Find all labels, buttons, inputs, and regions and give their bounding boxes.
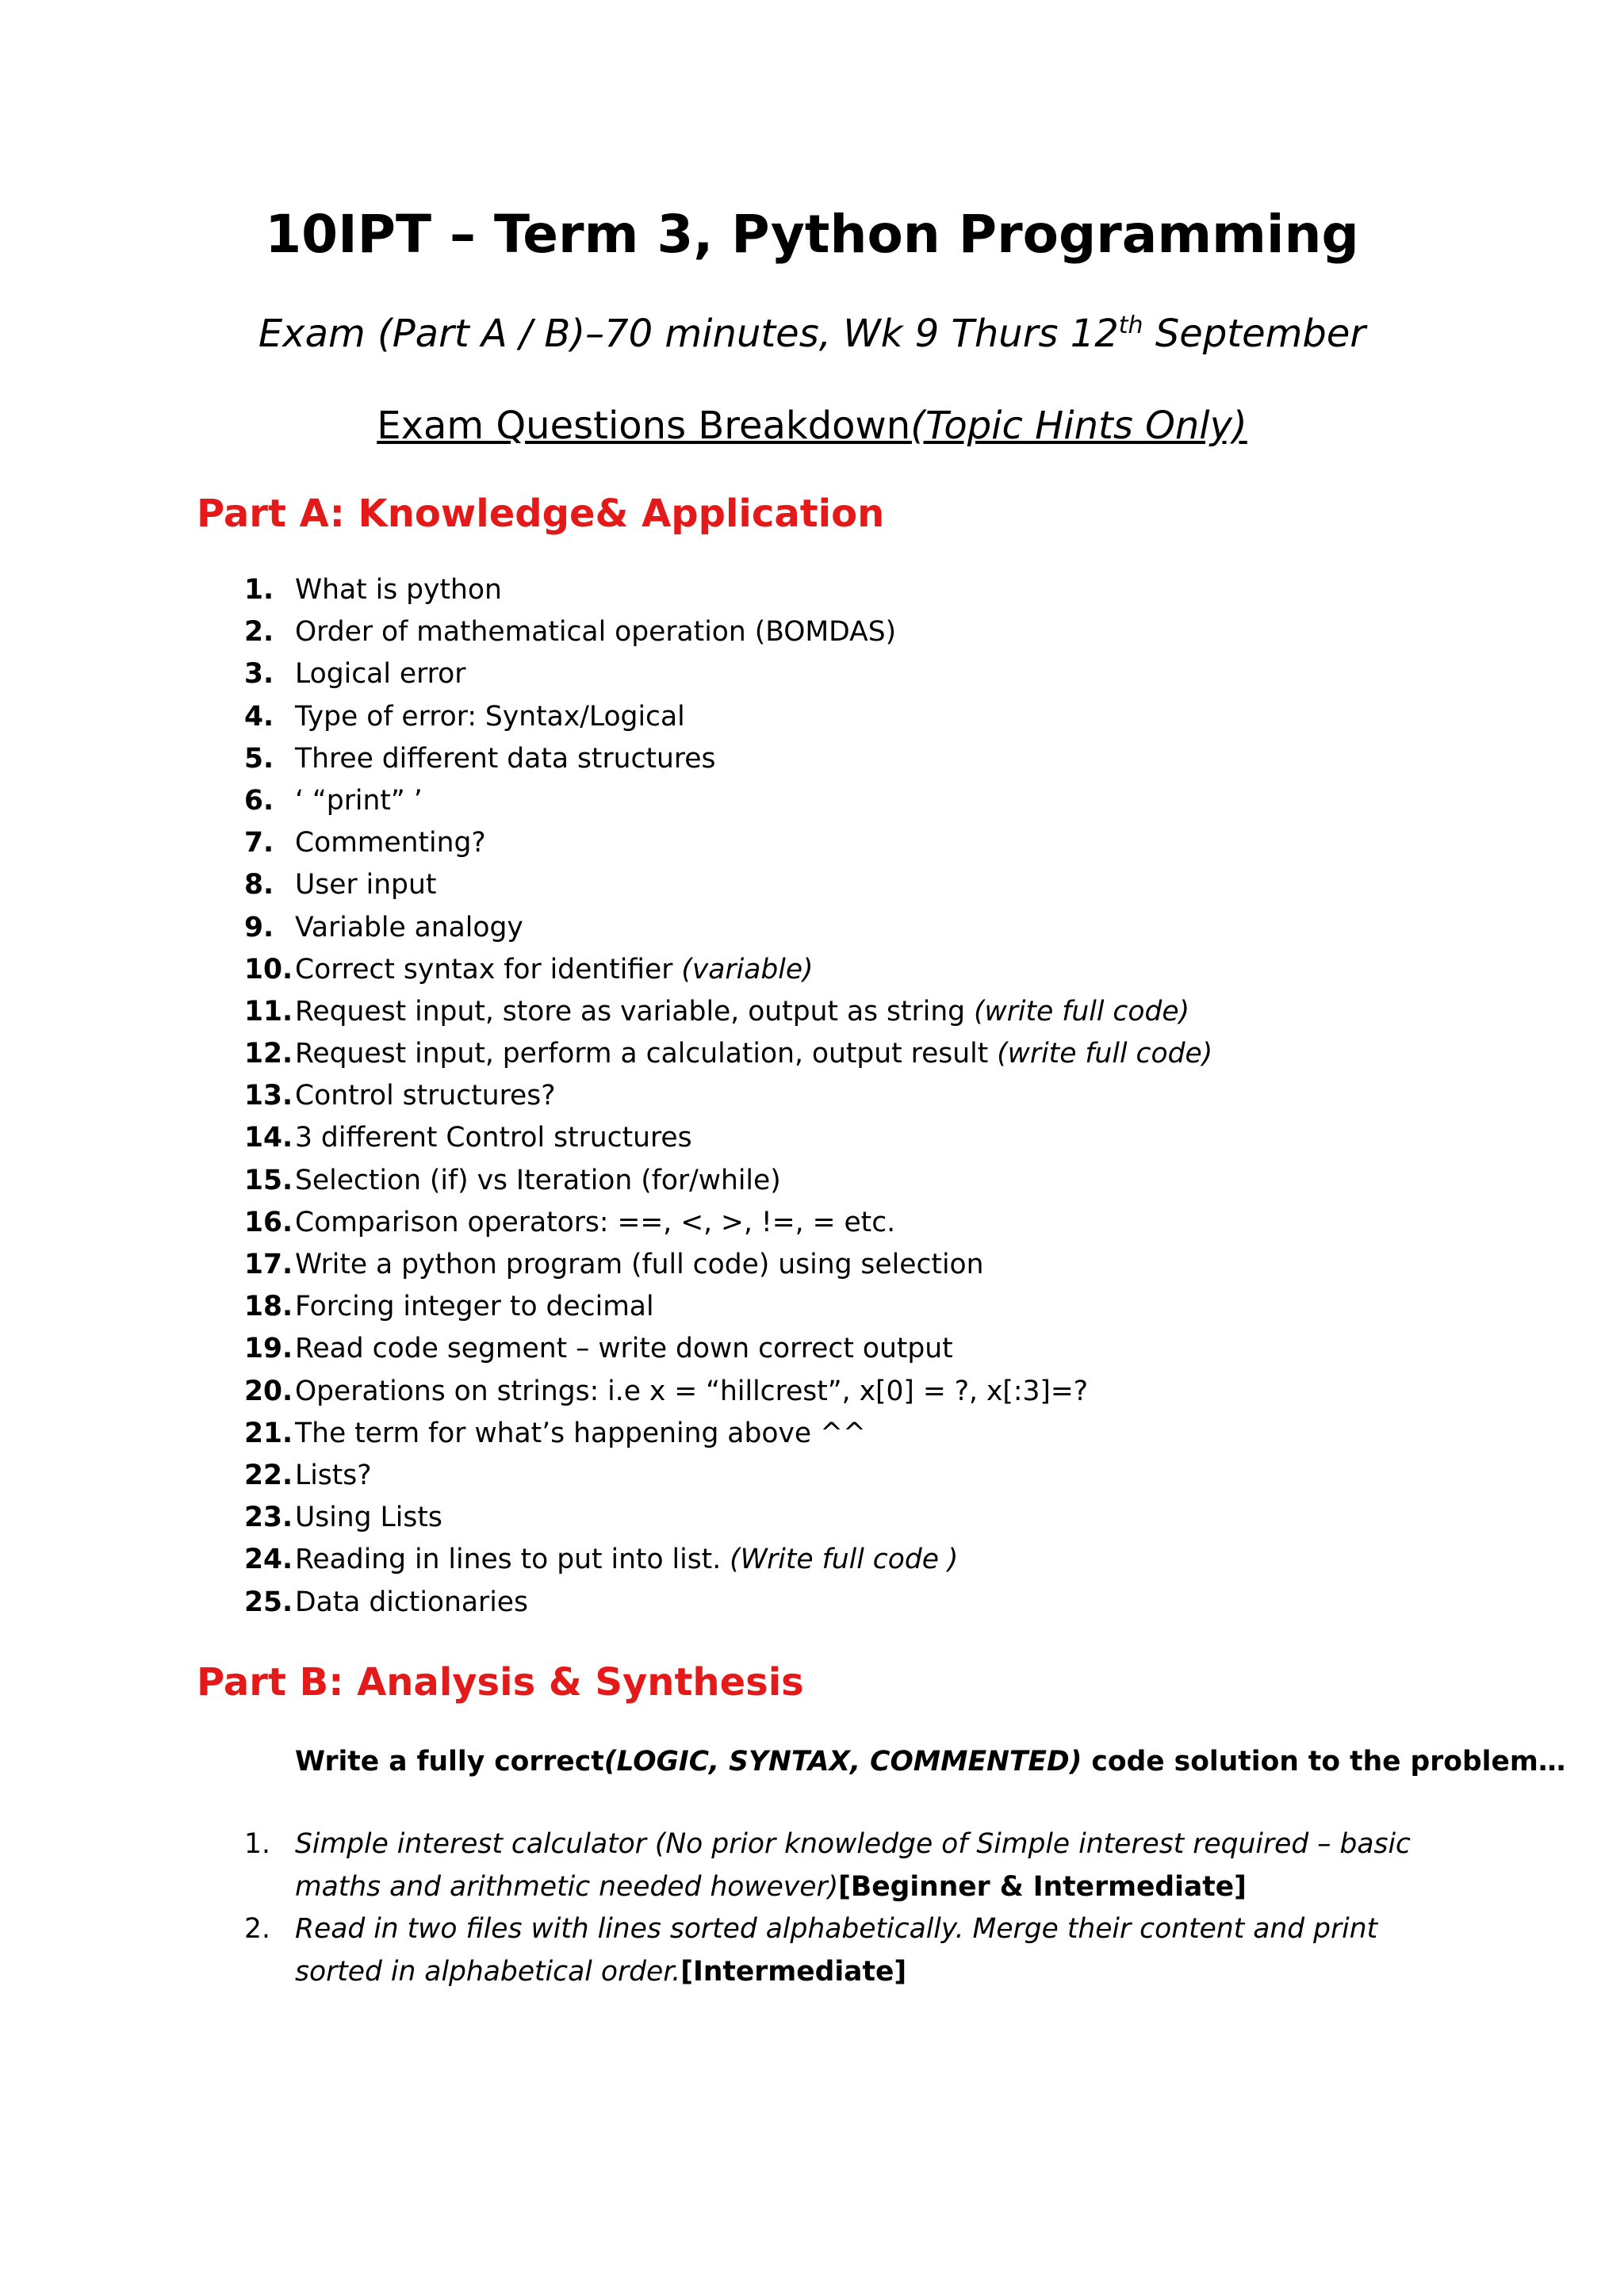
question-main-text: Three different data structures bbox=[295, 742, 716, 775]
question-main-text: Using Lists bbox=[295, 1502, 442, 1534]
question-main-text: Comparison operators: ==, <, >, !=, = etc. bbox=[295, 1206, 896, 1238]
question-text bbox=[295, 1328, 953, 1370]
question-text bbox=[295, 1582, 528, 1624]
problem-level: [Intermediate] bbox=[680, 1955, 907, 1988]
part-b-instruction bbox=[295, 1741, 1565, 1783]
question-item bbox=[0, 949, 1624, 991]
part-a-heading: Part A: Knowledge& Application bbox=[197, 492, 885, 536]
problem-level: [Beginner & Intermediate] bbox=[838, 1870, 1247, 1903]
question-number: 14. bbox=[244, 1122, 293, 1154]
question-number: 7. bbox=[244, 827, 274, 859]
subtitle-end: September bbox=[1143, 312, 1366, 356]
question-main-text: Selection (if) vs Iteration (for/while) bbox=[295, 1164, 781, 1196]
question-item bbox=[0, 1286, 1624, 1328]
question-text bbox=[295, 1286, 654, 1328]
breakdown-heading bbox=[0, 398, 1624, 453]
question-main-text: What is python bbox=[295, 574, 502, 606]
question-main-text: Correct syntax for identifier bbox=[295, 953, 682, 985]
instruction-post: code solution to the problem… bbox=[1082, 1746, 1566, 1777]
question-main-text: Commenting? bbox=[295, 827, 486, 859]
question-text bbox=[295, 780, 423, 822]
problem-text: Read in two files with lines sorted alphabetically. Merge their content and print sorted in alphabetical order. bbox=[295, 1913, 1378, 1988]
question-item bbox=[0, 696, 1624, 738]
question-main-text: 3 different Control structures bbox=[295, 1122, 692, 1154]
question-number: 16. bbox=[244, 1206, 293, 1238]
question-item bbox=[0, 1160, 1624, 1202]
question-number: 12. bbox=[244, 1038, 293, 1070]
question-number: 24. bbox=[244, 1544, 293, 1576]
question-item bbox=[0, 1033, 1624, 1075]
question-item bbox=[0, 1244, 1624, 1286]
question-main-text: Read code segment – write down correct output bbox=[295, 1333, 953, 1365]
question-number: 4. bbox=[244, 700, 274, 733]
question-main-text: Variable analogy bbox=[295, 911, 523, 943]
question-number: 15. bbox=[244, 1164, 293, 1196]
question-item bbox=[0, 991, 1624, 1033]
question-text bbox=[295, 1075, 556, 1117]
question-number: 1. bbox=[244, 574, 274, 606]
question-main-text: Request input, store as variable, output as string bbox=[295, 995, 975, 1027]
question-text bbox=[295, 1117, 692, 1159]
question-main-text: The term for what’s happening above ^^ bbox=[295, 1417, 866, 1449]
question-main-text: Operations on strings: i.e x = “hillcrest”, x[0] = ?, x[:3]=? bbox=[295, 1375, 1089, 1407]
question-main-text: User input bbox=[295, 869, 437, 901]
subtitle-main: Exam (Part A / B)–70 minutes, Wk 9 Thurs 12 bbox=[258, 312, 1119, 356]
question-item bbox=[0, 653, 1624, 695]
question-number: 22. bbox=[244, 1459, 293, 1491]
question-text bbox=[295, 1371, 1088, 1413]
question-main-text: Write a python program (full code) using selection bbox=[295, 1249, 984, 1280]
question-hint: (Write full code ) bbox=[730, 1544, 959, 1576]
question-number: 5. bbox=[244, 742, 274, 775]
question-item bbox=[0, 864, 1624, 906]
question-item bbox=[0, 1497, 1624, 1539]
question-hint: (write full code) bbox=[974, 995, 1190, 1027]
question-number: 25. bbox=[244, 1586, 293, 1618]
question-number: 23. bbox=[244, 1502, 293, 1534]
question-item bbox=[0, 611, 1624, 653]
question-number: 18. bbox=[244, 1291, 293, 1323]
problem-item bbox=[0, 1908, 1624, 1993]
question-item bbox=[0, 1075, 1624, 1117]
question-number: 11. bbox=[244, 995, 293, 1027]
question-item bbox=[0, 1117, 1624, 1159]
question-item bbox=[0, 1202, 1624, 1244]
question-item bbox=[0, 1371, 1624, 1413]
question-text bbox=[295, 1244, 984, 1286]
question-item bbox=[0, 1539, 1624, 1581]
question-number: 19. bbox=[244, 1333, 293, 1365]
subtitle-superscript: th bbox=[1118, 312, 1143, 339]
question-main-text: Lists? bbox=[295, 1459, 372, 1491]
question-item bbox=[0, 822, 1624, 864]
question-hint: (write full code) bbox=[997, 1038, 1213, 1070]
question-main-text: Control structures? bbox=[295, 1080, 556, 1112]
question-main-text: Order of mathematical operation (BOMDAS) bbox=[295, 616, 897, 649]
question-hint: (variable) bbox=[681, 953, 814, 985]
question-text bbox=[295, 696, 685, 738]
question-text bbox=[295, 569, 502, 611]
problem-body bbox=[295, 1908, 1437, 1993]
question-text bbox=[295, 1202, 895, 1244]
question-text bbox=[295, 949, 814, 991]
question-item bbox=[0, 1455, 1624, 1497]
question-text bbox=[295, 1497, 442, 1539]
question-text bbox=[295, 991, 1189, 1033]
question-text bbox=[295, 864, 436, 906]
question-number: 9. bbox=[244, 911, 274, 943]
part-b-heading: Part B: Analysis & Synthesis bbox=[197, 1660, 804, 1705]
question-number: 13. bbox=[244, 1080, 293, 1112]
instruction-italic: (LOGIC, SYNTAX, COMMENTED) bbox=[603, 1746, 1082, 1777]
problem-item bbox=[0, 1823, 1624, 1908]
question-text bbox=[295, 907, 523, 949]
question-number: 21. bbox=[244, 1417, 293, 1449]
question-text bbox=[295, 653, 465, 695]
question-text bbox=[295, 1539, 958, 1581]
question-text bbox=[295, 822, 486, 864]
question-number: 8. bbox=[244, 869, 274, 901]
question-text bbox=[295, 1033, 1212, 1075]
question-item bbox=[0, 780, 1624, 822]
problem-text: Simple interest calculator (No prior knowledge of Simple interest required – basic maths and arithmetic needed however) bbox=[295, 1828, 1411, 1903]
problem-number: 2. bbox=[244, 1913, 270, 1945]
part-b-problem-list bbox=[0, 1823, 1624, 1993]
problem-number: 1. bbox=[244, 1828, 270, 1860]
exam-subtitle bbox=[0, 306, 1624, 362]
question-text bbox=[295, 738, 716, 780]
question-number: 17. bbox=[244, 1249, 293, 1280]
question-item bbox=[0, 907, 1624, 949]
question-main-text: ‘ “print” ’ bbox=[295, 784, 423, 817]
problem-body bbox=[295, 1823, 1437, 1908]
instruction-pre: Write a fully correct bbox=[295, 1746, 604, 1777]
question-text bbox=[295, 1413, 866, 1455]
question-main-text: Type of error: Syntax/Logical bbox=[295, 700, 685, 733]
question-number: 20. bbox=[244, 1375, 293, 1407]
breakdown-hint: (Topic Hints Only) bbox=[910, 404, 1247, 448]
question-item bbox=[0, 738, 1624, 780]
question-item bbox=[0, 1582, 1624, 1624]
breakdown-text: Exam Questions Breakdown bbox=[377, 404, 911, 448]
question-text bbox=[295, 1455, 372, 1497]
question-main-text: Reading in lines to put into list. bbox=[295, 1544, 730, 1576]
question-item bbox=[0, 569, 1624, 611]
question-text bbox=[295, 1160, 781, 1202]
question-number: 10. bbox=[244, 953, 293, 985]
question-number: 2. bbox=[244, 616, 274, 649]
question-number: 3. bbox=[244, 658, 274, 691]
question-item bbox=[0, 1328, 1624, 1370]
question-text bbox=[295, 611, 896, 653]
question-number: 6. bbox=[244, 784, 274, 817]
question-main-text: Data dictionaries bbox=[295, 1586, 528, 1618]
document-title: 10IPT – Term 3, Python Programming bbox=[265, 204, 1359, 265]
part-a-question-list bbox=[0, 569, 1624, 1624]
question-item bbox=[0, 1413, 1624, 1455]
question-main-text: Request input, perform a calculation, output result bbox=[295, 1038, 998, 1070]
question-main-text: Forcing integer to decimal bbox=[295, 1291, 654, 1323]
question-main-text: Logical error bbox=[295, 658, 466, 691]
